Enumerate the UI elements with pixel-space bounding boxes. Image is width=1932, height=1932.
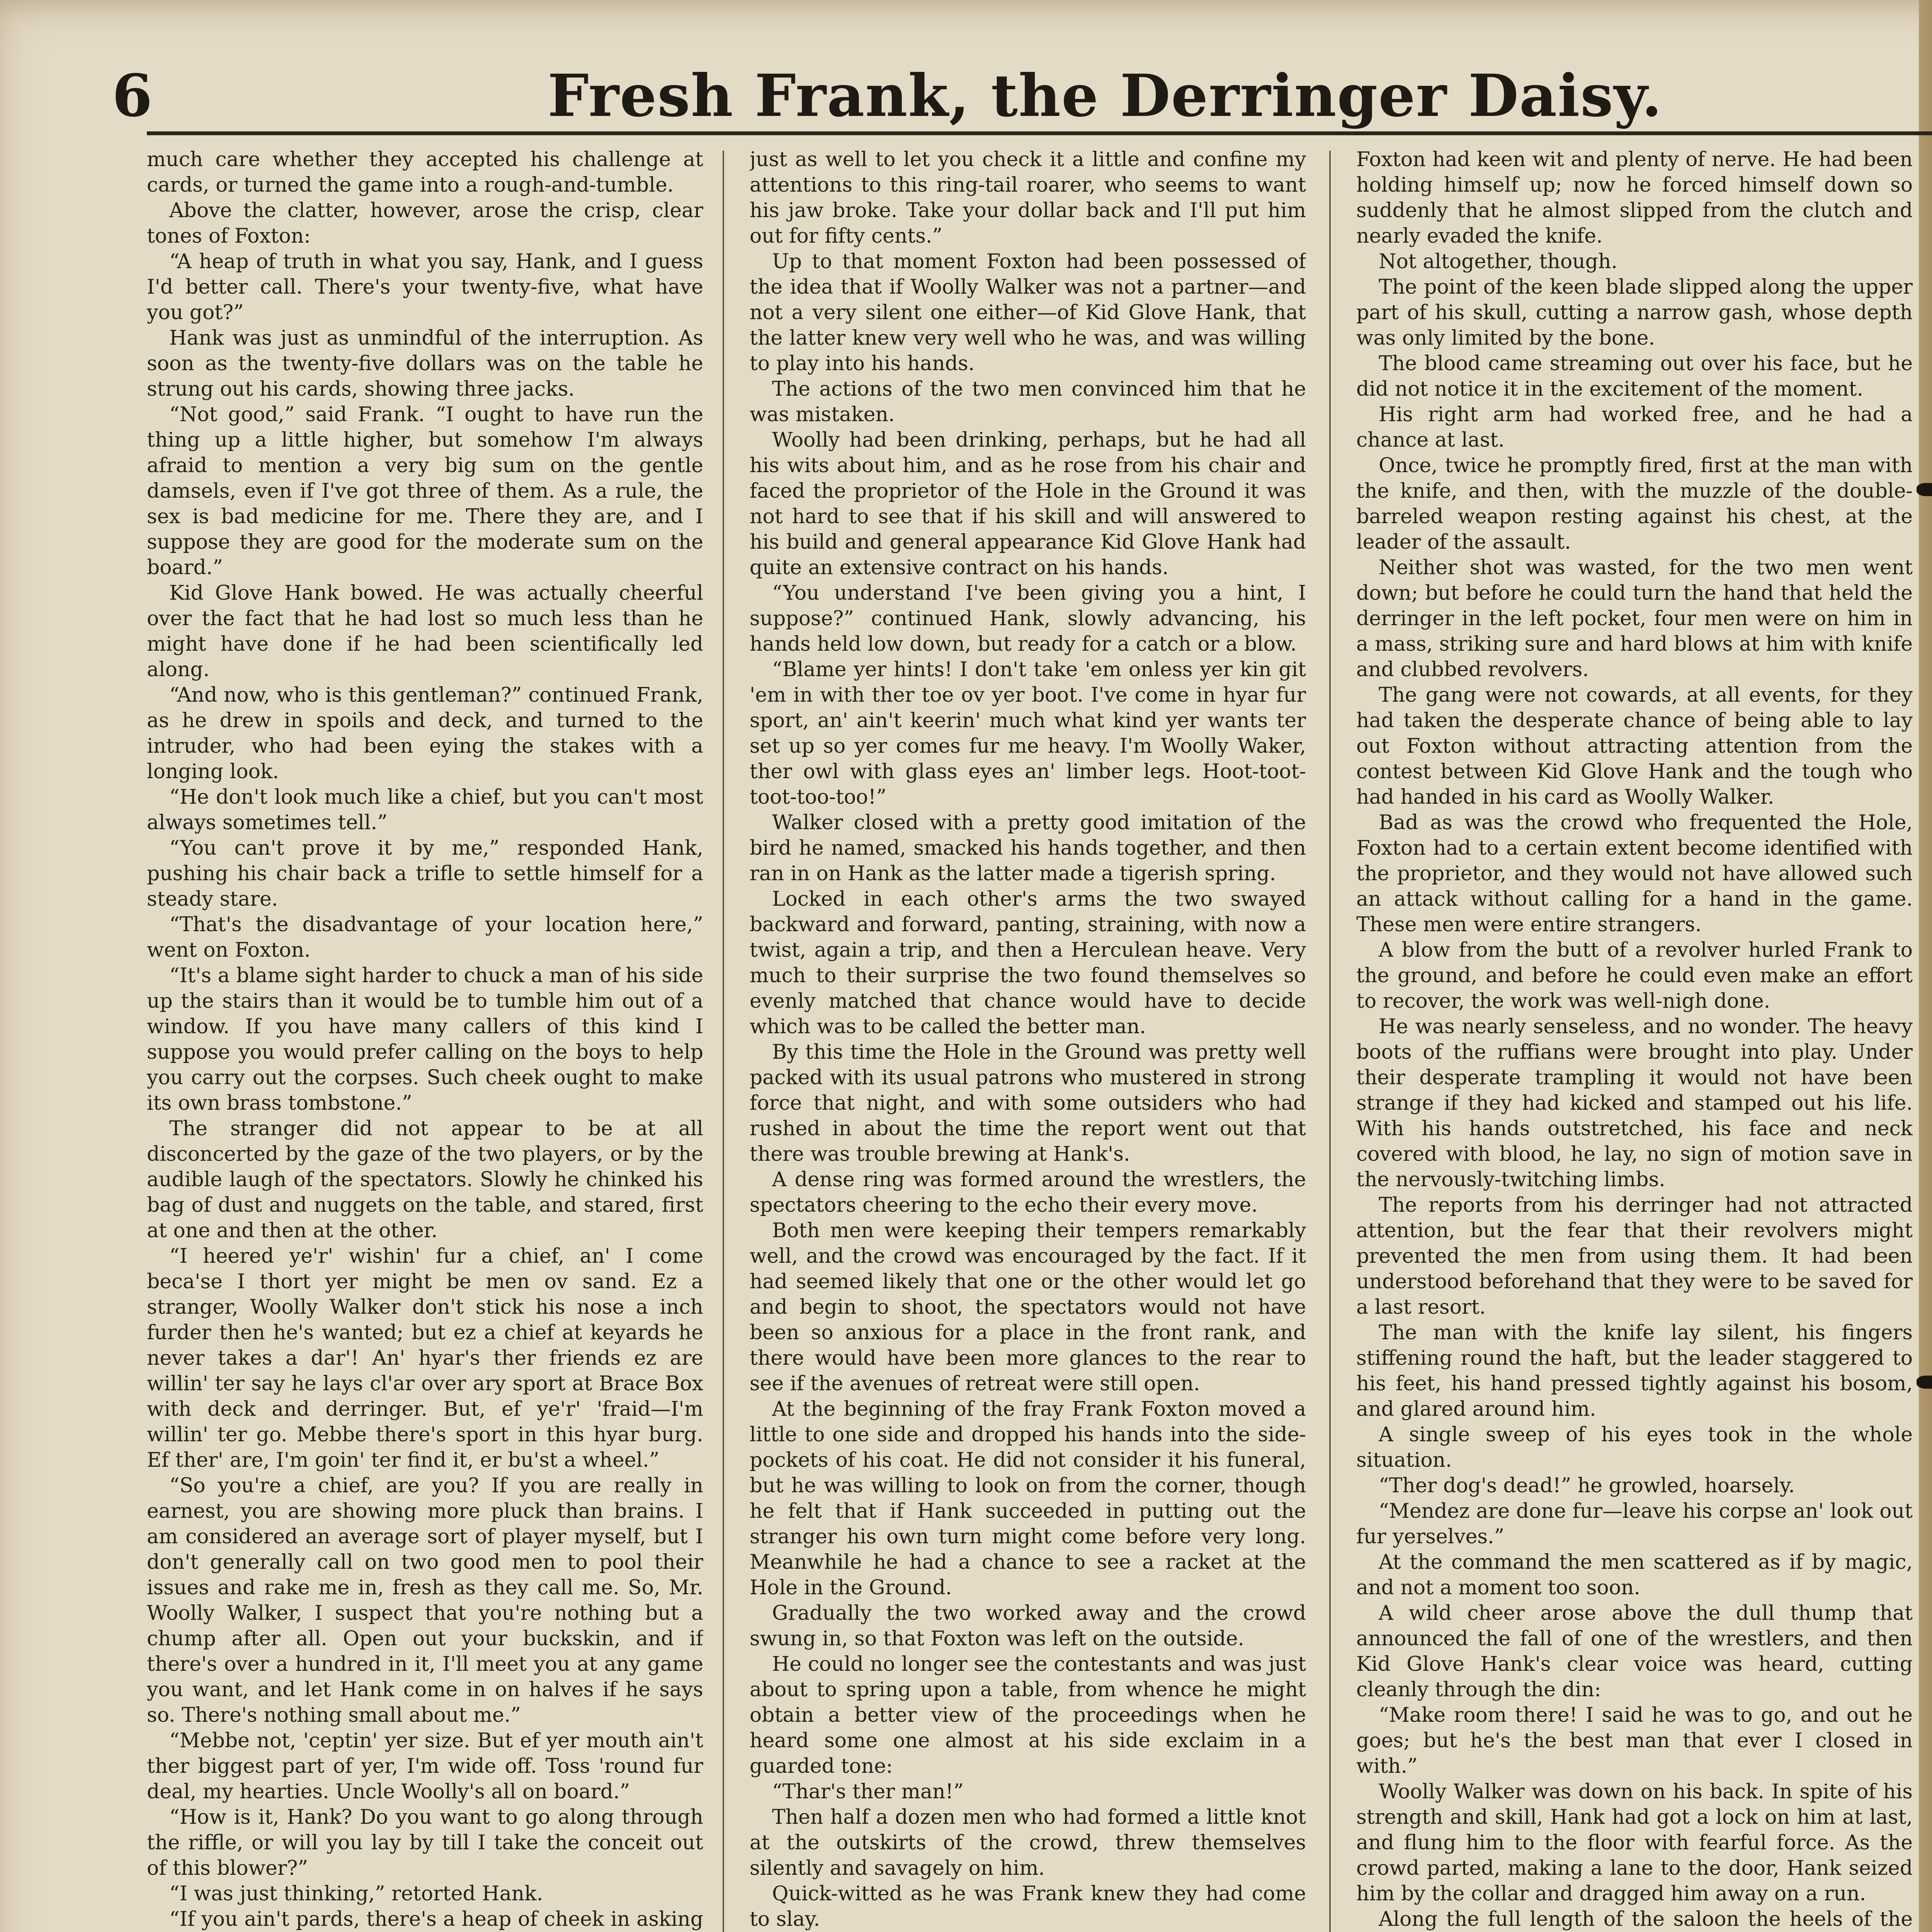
- paragraph: Kid Glove Hank bowed. He was actually cheerful over the fact that he had lost so much less than he might have done if he had been scientifically led along.: [147, 582, 703, 681]
- text-columns: [147, 147, 1932, 1932]
- paragraph: A wild cheer arose above the dull thump that announced the fall of one of the wrestlers, and then Kid Glove Hank's clear voice was heard, cutting cleanly through the din:: [1356, 1602, 1913, 1701]
- paragraph: His right arm had worked free, and he had a chance at last.: [1356, 403, 1913, 452]
- paragraph: “I heered ye'r' wishin' fur a chief, an' I come beca'se I thort yer might be men ov sand. Ez a stranger, Woolly Walker don't stick his nose a inch furder then he's wanted; but ez a chief at keyards he never takes a dar'! An' hyar's ther friends ez are willin' ter say he lays cl'ar over ary sport at Brace Box with deck and derringer. But, ef ye'r' 'fraid—I'm willin' ter go. Mebbe there's sport in this hyar burg. Ef ther' are, I'm goin' ter find it, er bu'st a wheel.”: [147, 1245, 703, 1472]
- paragraph: Once, twice he promptly fired, first at the man with the knife, and then, with the muzzle of the double-barreled weapon resting against his chest, at the leader of the assault.: [1356, 454, 1913, 554]
- column-divider: [723, 151, 724, 1932]
- paragraph: “And now, who is this gentleman?” continued Frank, as he drew in spoils and deck, and turned to the intruder, who had been eying the stakes with a longing look.: [147, 684, 703, 783]
- paragraph: Up to that moment Foxton had been possessed of the idea that if Woolly Walker was not a partner—and not a very silent one either—of Kid Glove Hank, that the latter knew very well who he was, and was willing to play into his hands.: [750, 250, 1306, 375]
- column-2: [750, 147, 1306, 1932]
- paragraph: At the command the men scattered as if by magic, and not a moment too soon.: [1356, 1551, 1913, 1599]
- paragraph: Then half a dozen men who had formed a little knot at the outskirts of the crowd, threw themselves silently and savagely on him.: [750, 1806, 1306, 1880]
- paragraph: Along the full length of the saloon the heels of the: [1379, 1908, 1913, 1931]
- paragraph: Woolly had been drinking, perhaps, but he had all his wits about him, and as he rose from his chair and faced the proprietor of the Hole in the Ground it was not hard to see that if his skill and will answered to his build and general appearance Kid Glove Hank had quite an extensive contract on his hands.: [750, 429, 1306, 579]
- paragraph: Neither shot was wasted, for the two men went down; but before he could turn the hand that held the derringer in the left pocket, four men were on him in a mass, striking sure and hard blows at him with knife and clubbed revolvers.: [1356, 556, 1913, 681]
- paragraph: A dense ring was formed around the wrestlers, the spectators cheering to the echo their every move.: [750, 1168, 1306, 1217]
- paragraph: Not altogether, though.: [1379, 250, 1617, 273]
- paragraph: Above the clatter, however, arose the crisp, clear tones of Foxton:: [147, 199, 703, 248]
- paragraph: Walker closed with a pretty good imitation of the bird he named, smacked his hands together, and then ran in on Hank as the latter made a tigerish spring.: [750, 811, 1306, 885]
- paragraph: “It's a blame sight harder to chuck a man of his side up the stairs than it would be to tumble him out of a window. If you have many callers of this kind I suppose you would prefer calling on the boys to help you carry out the corpses. Such cheek ought to make its own brass tombstone.”: [147, 964, 703, 1115]
- paragraph: “A heap of truth in what you say, Hank, and I guess I'd better call. There's your twenty-five, what have you got?”: [147, 250, 703, 324]
- column-3: [1356, 147, 1913, 1932]
- paragraph: A single sweep of his eyes took in the whole situation.: [1356, 1423, 1913, 1472]
- paragraph: “You understand I've been giving you a hint, I suppose?” continued Hank, slowly advancing, his hands held low down, but ready for a catch or a blow.: [750, 582, 1306, 656]
- paragraph: “You can't prove it by me,” responded Hank, pushing his chair back a trifle to settle himself for a steady stare.: [147, 837, 703, 911]
- paragraph: He could no longer see the contestants and was just about to spring upon a table, from whence he might obtain a better view of the proceedings when he heard some one almost at his side exclaim in a guarded tone:: [750, 1653, 1306, 1778]
- paragraph: The actions of the two men convinced him that he was mistaken.: [750, 378, 1306, 426]
- paragraph: “How is it, Hank? Do you want to go along through the riffle, or will you lay by till I take the conceit out of this blower?”: [147, 1806, 703, 1880]
- binding-hole: [1917, 483, 1932, 496]
- paragraph: “He don't look much like a chief, but you can't most always sometimes tell.”: [147, 786, 703, 834]
- paragraph: Gradually the two worked away and the crowd swung in, so that Foxton was left on the outside.: [750, 1602, 1306, 1650]
- paragraph: The stranger did not appear to be at all disconcerted by the gaze of the two players, or by the audible laugh of the spectators. Slowly he chinked his bag of dust and nuggets on the table, and stared, first at one and then at the other.: [147, 1117, 703, 1242]
- paragraph: Woolly Walker was down on his back. In spite of his strength and skill, Hank had got a lock on him at last, and flung him to the floor with fearful force. As the crowd parted, making a lane to the door, Hank seized him by the collar and dragged him away on a run.: [1356, 1780, 1913, 1905]
- header-rule: [147, 131, 1932, 135]
- paragraph: Foxton had keen wit and plenty of nerve. He had been holding himself up; now he forced himself down so suddenly that he almost slipped from the clutch and nearly evaded the knife.: [1356, 148, 1913, 248]
- paragraph: Both men were keeping their tempers remarkably well, and the crowd was encouraged by the fact. If it had seemed likely that one or the other would let go and begin to shoot, the spectators would not have been so anxious for a place in the front rank, and there would have been more glances to the rear to see if the avenues of retreat were still open.: [750, 1219, 1306, 1395]
- binding-hole: [1917, 1376, 1932, 1389]
- paragraph: Hank was just as unmindful of the interruption. As soon as the twenty-five dollars was on the table he strung out his cards, showing three jacks.: [147, 327, 703, 401]
- paragraph: The blood came streaming out over his face, but he did not notice it in the excitement of the moment.: [1356, 352, 1913, 401]
- paragraph: The gang were not cowards, at all events, for they had taken the desperate chance of being able to lay out Foxton without attracting attention from the contest between Kid Glove Hank and the tough who had handed in his card as Woolly Walker.: [1356, 684, 1913, 809]
- page-title: Fresh Frank, the Derringer Daisy.: [548, 62, 1663, 130]
- paragraph: “Mendez are done fur—leave his corpse an' look out fur yerselves.”: [1356, 1500, 1913, 1548]
- paragraph: “That's the disadvantage of your location here,” went on Foxton.: [147, 913, 703, 962]
- paragraph: A blow from the butt of a revolver hurled Frank to the ground, and before he could even make an effort to recover, the work was well-nigh done.: [1356, 939, 1913, 1013]
- column-1: [147, 147, 703, 1932]
- paragraph: “Not good,” said Frank. “I ought to have run the thing up a little higher, but somehow I'm always afraid to mention a very big sum on the gentle damsels, even if I've got three of them. As a rule, the sex is bad medicine for me. There they are, and I suppose they are good for the moderate sum on the board.”: [147, 403, 703, 579]
- paragraph: “Mebbe not, 'ceptin' yer size. But ef yer mouth ain't ther biggest part of yer, I'm wide off. Toss 'round fur deal, my hearties. Uncle Woolly's all on board.”: [147, 1729, 703, 1803]
- paragraph: Bad as was the crowd who frequented the Hole, Foxton had to a certain extent become identified with the proprietor, and they would not have allowed such an attack without calling for a hand in the game. These men were entire strangers.: [1356, 811, 1913, 936]
- paragraph: At the beginning of the fray Frank Foxton moved a little to one side and dropped his hands into the side-pockets of his coat. He did not consider it his funeral, but he was willing to look on from the corner, though he felt that if Hank succeeded in putting out the stranger his own turn might come before very long. Meanwhile he had a chance to see a racket at the Hole in the Ground.: [750, 1398, 1306, 1599]
- page-number: 6: [112, 62, 153, 130]
- paragraph: “So you're a chief, are you? If you are really in earnest, you are showing more pluck than brains. I am considered an average sort of player myself, but I don't generally call on two good men to pool their issues and rake me in, fresh as they call me. So, Mr. Woolly Walker, I suspect that you're nothing but a chump after all. Open out your buckskin, and if there's over a hundred in it, I'll meet you at any game you want, and let Hank come in on halves if he says so. There's nothing small about me.”: [147, 1474, 703, 1727]
- paragraph: much care whether they accepted his challenge at cards, or turned the game into a rough-and-tumble.: [147, 148, 703, 197]
- paragraph: “Thar's ther man!”: [772, 1780, 964, 1803]
- paragraph: “Make room there! I said he was to go, and out he goes; but he's the best man that ever I closed in with.”: [1356, 1704, 1913, 1778]
- paragraph: By this time the Hole in the Ground was pretty well packed with its usual patrons who mustered in strong force that night, and with some outsiders who had rushed in about the time the report went out that there was trouble brewing at Hank's.: [750, 1041, 1306, 1166]
- paragraph: He was nearly senseless, and no wonder. The heavy boots of the ruffians were brought into play. Under their desperate trampling it would not have been strange if they had kicked and stamped out his life. With his hands outstretched, his face and neck covered with blood, he lay, no sign of motion save in the nervously-twitching limbs.: [1356, 1015, 1913, 1191]
- paragraph: “If you ain't pards, there's a heap of cheek in asking: [169, 1908, 703, 1931]
- paragraph: Locked in each other's arms the two swayed backward and forward, panting, straining, with now a twist, again a trip, and then a Herculean heave. Very much to their surprise the two found themselves so evenly matched that chance would have to decide which was to be called the better man.: [750, 888, 1306, 1038]
- paragraph: The man with the knife lay silent, his fingers stiffening round the haft, but the leader staggered to his feet, his hand pressed tightly against his bosom, and glared around him.: [1356, 1321, 1913, 1421]
- paragraph: “Blame yer hints! I don't take 'em onless yer kin git 'em in with ther toe ov yer boot. I've come in hyar fur sport, an' ain't keerin' much what kind yer wants ter set up so yer comes fur me heavy. I'm Woolly Waker, ther owl with glass eyes an' limber legs. Hoot-toot-toot-too-too!”: [750, 658, 1306, 809]
- paragraph: “I was just thinking,” retorted Hank.: [169, 1882, 543, 1905]
- paragraph: The reports from his derringer had not attracted attention, but the fear that their revolvers might prevented the men from using them. It had been understood beforehand that they were to be saved for a last resort.: [1356, 1194, 1913, 1319]
- column-divider: [1329, 151, 1331, 1932]
- paragraph: The point of the keen blade slipped along the upper part of his skull, cutting a narrow gash, whose depth was only limited by the bone.: [1356, 276, 1913, 350]
- paragraph: “Ther dog's dead!” he growled, hoarsely.: [1379, 1474, 1795, 1497]
- paragraph: Quick-witted as he was Frank knew they had come to slay.: [750, 1882, 1306, 1931]
- paragraph: just as well to let you check it a little and confine my attentions to this ring-tail roarer, who seems to want his jaw broke. Take your dollar back and I'll put him out for fifty cents.”: [750, 148, 1306, 248]
